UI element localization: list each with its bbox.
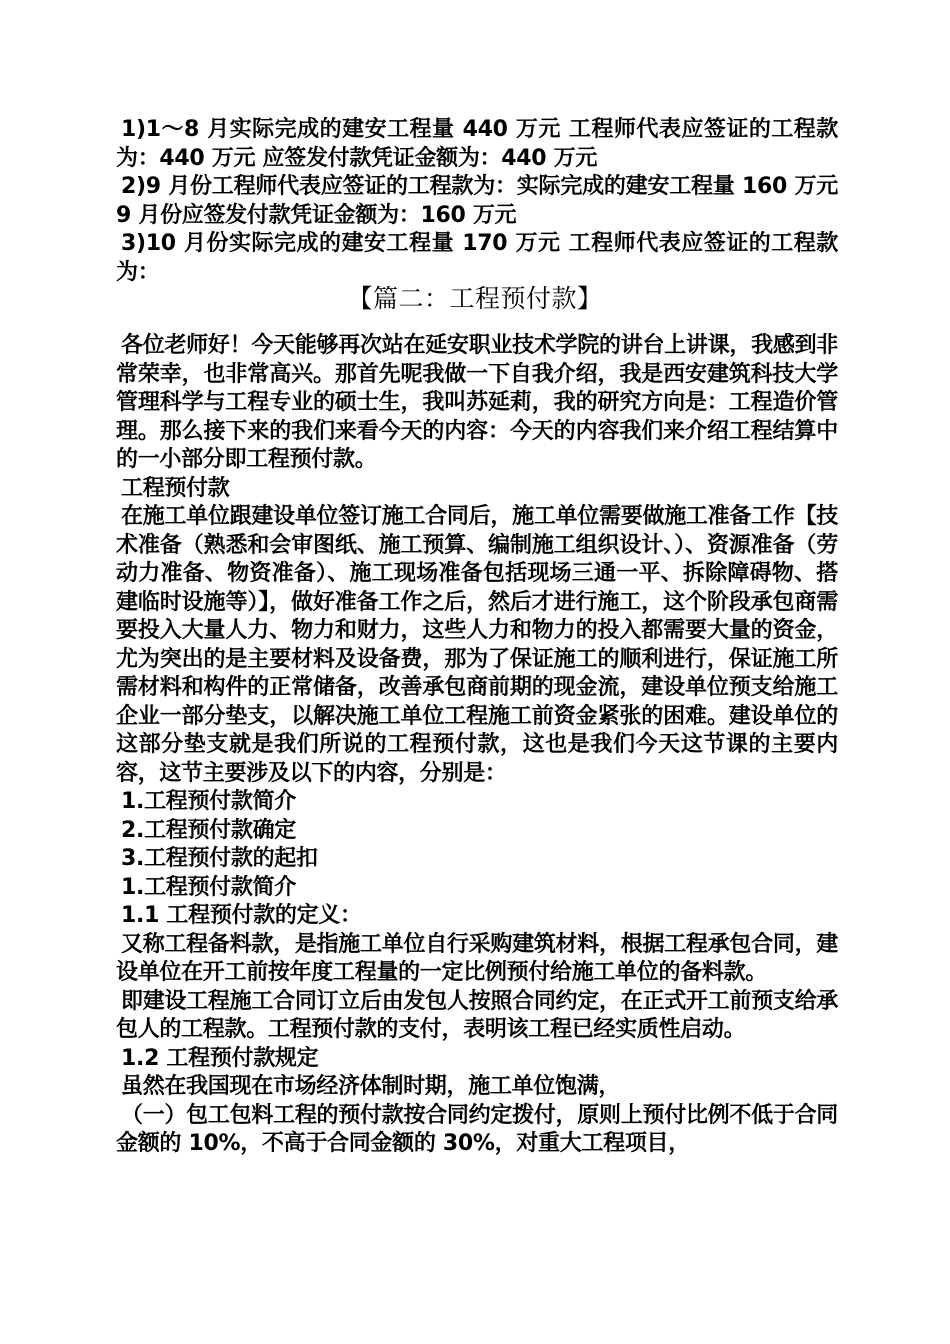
paragraph: 2)9 月份工程师代表应签证的工程款为：实际完成的建安工程量 160 万元 9 月份应签发付款凭证金额为：160 万元: [116, 174, 838, 228]
subheading: 1.工程预付款简介: [121, 874, 296, 900]
list-item: 3.工程预付款的起扣: [121, 846, 318, 871]
calculation-answers: [116, 116, 838, 287]
subheading: 工程预付款: [121, 475, 230, 501]
paragraph: 虽然在我国现在市场经济体制时期，施工单位饱满，: [121, 1074, 621, 1099]
paragraph: 3)10 月份实际完成的建安工程量 170 万元 工程师代表应签证的工程款为：: [116, 231, 838, 285]
list-item: 1.工程预付款简介: [121, 789, 296, 814]
paragraph: （一）包工包料工程的预付款按合同约定拨付，原则上预付比例不低于合同金额的 10%，不高于合同金额的 30%，对重大工程项目，: [116, 1102, 838, 1156]
article-body: [116, 332, 838, 1159]
list-item: 2.工程预付款确定: [121, 817, 296, 843]
paragraph: 各位老师好！今天能够再次站在延安职业技术学院的讲台上讲课，我感到非常荣幸，也非常高兴。那首先呢我做一下自我介绍，我是西安建筑科技大学管理科学与工程专业的硕士生，我叫苏延莉，我的研究方向是：工程造价管理。那么接下来的我们来看今天的内容：今天的内容我们来介绍工程结算中的一小部分即工程预付款。: [116, 333, 838, 472]
subheading: 1.1 工程预付款的定义：: [121, 903, 362, 928]
section-title: 【篇二：工程预付款】: [347, 284, 603, 313]
paragraph: 在施工单位跟建设单位签订施工合同后，施工单位需要做施工准备工作【技术准备（熟悉和会审图纸、施工预算、编制施工组织设计、）、资源准备（劳动力准备、物资准备）、施工现场准备包括现场三通一平、拆除障碍物、搭建临时设施等）】，做好准备工作之后，然后才进行施工，这个阶段承包商需要投入大量人力、物力和财力，这些人力和物力的投入都需要大量的资金，尤为突出的是主要材料及设备费，那为了保证施工的顺利进行，保证施工所需材料和构件的正常储备，改善承包商前期的现金流，建设单位预支给施工企业一部分垫支，以解决施工单位工程施工前资金紧张的困难。建设单位的这部分垫支就是我们所说的工程预付款，这也是我们今天这节课的主要内容，这节主要涉及以下的内容，分别是：: [116, 504, 838, 786]
paragraph: 又称工程备料款，是指施工单位自行采购建筑材料，根据工程承包合同，建设单位在开工前按年度工程量的一定比例预付给施工单位的备料款。: [116, 931, 838, 985]
paragraph: 即建设工程施工合同订立后由发包人按照合同约定，在正式开工前预支给承包人的工程款。工程预付款的支付，表明该工程已经实质性启动。: [116, 988, 838, 1042]
paragraph: 1)1～8 月实际完成的建安工程量 440 万元 工程师代表应签证的工程款为：440 万元 应签发付款凭证金额为：440 万元: [116, 117, 838, 171]
subheading: 1.2 工程预付款规定: [121, 1045, 319, 1071]
